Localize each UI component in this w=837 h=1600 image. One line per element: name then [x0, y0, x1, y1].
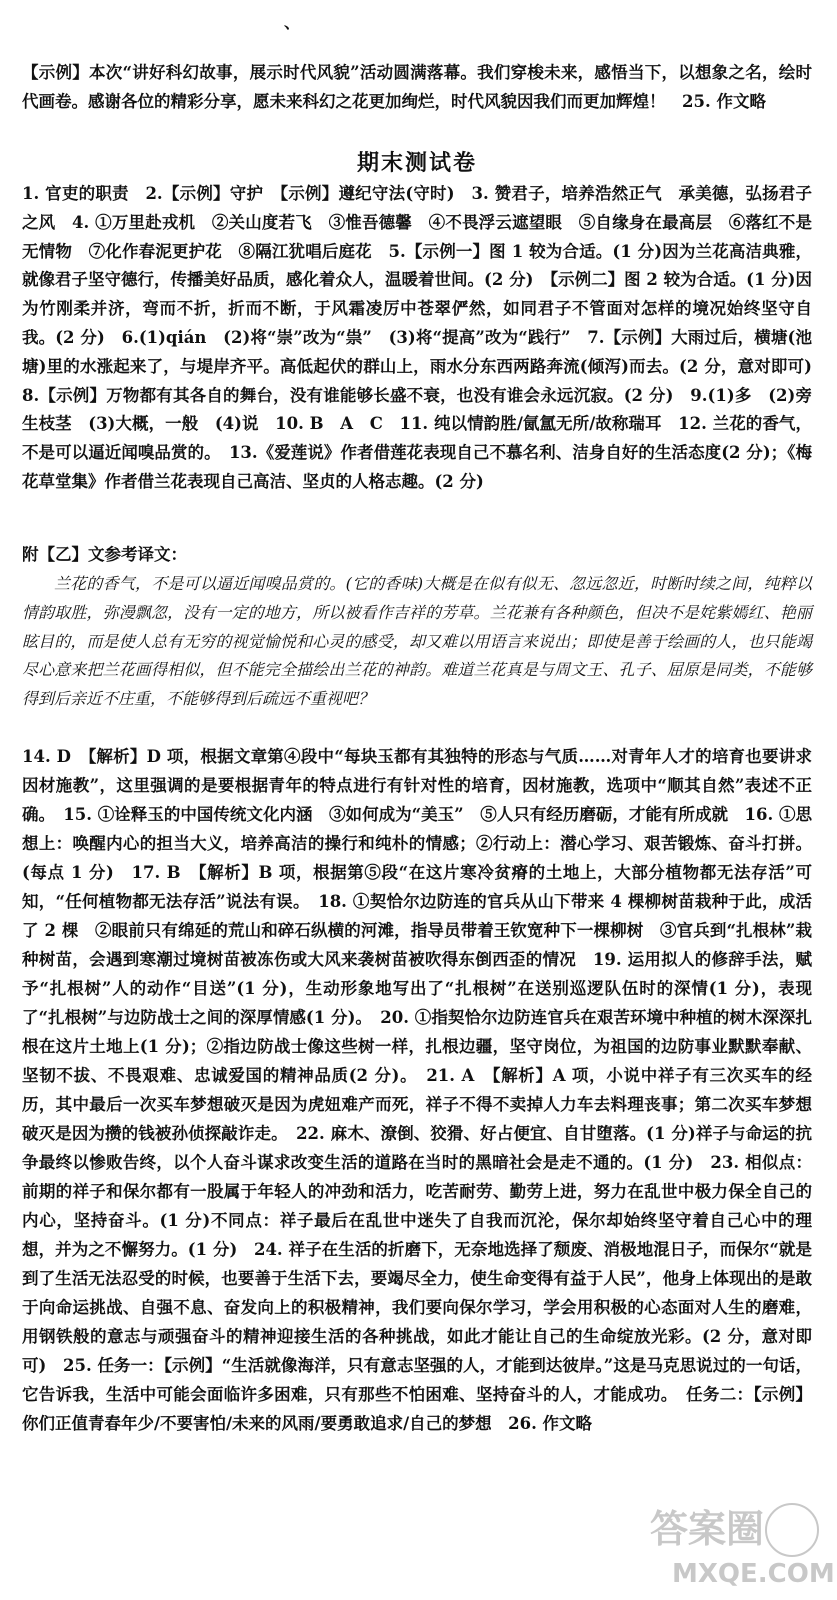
translation-paragraph: 兰花的香气，不是可以逼近闻嗅品赏的。(它的香味)大概是在似有似无、忽远忽近，时断时续之间，纯粹以情韵取胜，弥漫飘忽，没有一定的地方，所以被看作吉祥的芳草。兰花兼有各种颜色，但决不是姹紫嫣红、艳丽眩目的，而是使人总有无穷的视觉愉悦和心灵的感受，却又难以用语言来说出；即使是善于绘画的人，也只能竭尽心意来把兰花画得相似，但不能完全描绘出兰花的神韵。难道兰花真是与周文王、孔子、屈原是同类，不能够得到后亲近不庄重，不能够得到后疏远不重视吧？: [22, 574, 812, 709]
watermark-logo: [632, 1490, 837, 1590]
answers-part-1: 1. 官吏的职责 2.【示例】守护 【示例】遵纪守法(守时) 3. 赞君子，培养浩然正气 承美德，弘扬君子之风 4. ①万里赴戎机 ②关山度若飞 ③惟吾德馨 ④不畏浮云遮望眼 ⑤自缘身在最高层 ⑥落红不是无情物 ⑦化作春泥更护花 ⑧隔江犹唱后庭花 5.【示例一】图 1 较为合适。(1 分)因为兰花高洁典雅，就像君子坚守德行，传播美好品质，感化着众人，温暖着世间。(2 分) 【示例二】图 2 较为合适。(1 分)因为竹刚柔并济，弯而不折，折而不断，于风霜凌厉中苍翠俨然，如同君子不管面对怎样的境况始终坚守自我。(2 分) 6.(1)qián (2)将“崇”改为“祟” (3)将“提高”改为“践行” 7.【示例】大雨过后，横塘(池塘)里的水涨起来了，与堤岸齐平。高低起伏的群山上，雨水分东西两路奔流(倾泻)而去。(2 分，意对即可) 8.【示例】万物都有其各自的舞台，没有谁能够长盛不衰，也没有谁会永远沉寂。(2 分) 9.(1)多 (2)旁生枝茎 (3)大概，一般 (4)说 10. B A C 11. 纯以情韵胜/氤氲无所/故称瑞耳 12. 兰花的香气，不是可以逼近闻嗅品赏的。 13.《爱莲说》作者借莲花表现自己不慕名利、洁身自好的生活态度(2 分)；《梅花草堂集》作者借兰花表现自己高洁、坚贞的人格志趣。(2 分): [22, 184, 829, 491]
watermark-url-text: MXQE.COM: [672, 1559, 835, 1589]
answer-page: [22, 0, 835, 1600]
stray-mark: 、: [284, 13, 301, 32]
watermark-logo-text: 答案圈: [650, 1507, 765, 1551]
appendix-title: 附【乙】文参考译文：: [22, 545, 187, 564]
intro-paragraph: 【示例】本次“讲好科幻故事，展示时代风貌”活动圆满落幕。我们穿梭未来，感悟当下，以想象之名，绘时代画卷。感谢各位的精彩分享，愿未来科幻之花更加绚烂，时代风貌因我们而更加辉煌！ 25. 作文略: [22, 63, 812, 111]
answers-part-2: 14. D 【解析】D 项，根据文章第④段中“每块玉都有其独特的形态与气质……对青年人才的培育也要讲求因材施教”，这里强调的是要根据青年的特点进行有针对性的培育，因材施教，选项中“顺其自然”表述不正确。 15. ①诠释玉的中国传统文化内涵 ③如何成为“美玉” ⑤人只有经历磨砺，才能有所成就 16. ①思想上：唤醒内心的担当大义，培养高洁的操行和纯朴的情感；②行动上：潜心学习、艰苦锻炼、奋斗打拼。(每点 1 分) 17. B 【解析】B 项，根据第⑤段“在这片寒冷贫瘠的土地上，大部分植物都无法存活”可知，“任何植物都无法存活”说法有误。 18. ①契恰尔边防连的官兵从山下带来 4 棵柳树苗栽种于此，成活了 2 棵 ②眼前只有绵延的荒山和碎石纵横的河滩，指导员带着王钦宽种下一棵柳树 ③官兵到“扎根林”栽种树苗，会遇到寒潮过境树苗被冻伤或大风来袭树苗被吹得东倒西歪的情况 19. 运用拟人的修辞手法，赋予“扎根树”人的动作“目送”(1 分)，生动形象地写出了“扎根树”在送别巡逻队伍时的深情(1 分)，表现了“扎根树”与边防战士之间的深厚情感(1 分)。 20. ①指契恰尔边防连官兵在艰苦环境中种植的树木深深扎根在这片土地上(1 分)；②指边防战士像这些树一样，扎根边疆，坚守岗位，为祖国的边防事业默默奉献、坚韧不拔、不畏艰难、忠诚爱国的精神品质(2 分)。 21. A 【解析】A 项，小说中祥子有三次买车的经历，其中最后一次买车梦想破灭是因为虎妞难产而死，祥子不得不卖掉人力车去料理丧事；第二次买车梦想破灭是因为攒的钱被孙侦探敲诈走。 22. 麻木、潦倒、狡猾、好占便宜、自甘堕落。(1 分)祥子与命运的抗争最终以惨败告终，以个人奋斗谋求改变生活的道路在当时的黑暗社会是走不通的。(1 分) 23. 相似点：前期的祥子和保尔都有一股属于年轻人的冲劲和活力，吃苦耐劳、勤劳上进，努力在乱世中极力保全自己的内心，坚持奋斗。(1 分)不同点：祥子最后在乱世中迷失了自我而沉沦，保尔却始终坚守着自己心中的理想，并为之不懈努力。(1 分) 24. 祥子在生活的折磨下，无奈地选择了颓废、消极地混日子，而保尔“就是到了生活无法忍受的时候，也要善于生活下去，要竭尽全力，使生命变得有益于人民”，他身上体现出的是敢于向命运挑战、自强不息、奋发向上的积极精神，我们要向保尔学习，学会用积极的心态面对人生的磨难，用钢铁般的意志与顽强奋斗的精神迎接生活的各种挑战，如此才能让自己的生命绽放光彩。(2 分，意对即可) 25. 任务一：【示例】“生活就像海洋，只有意志坚强的人，才能到达彼岸。”这是马克思说过的一句话，它告诉我，生活中可能会面临许多困难，只有那些不怕困难、坚持奋斗的人，才能成功。 任务二：【示例】你们正值青春年少/不要害怕/未来的风雨/要勇敢追求/自己的梦想 26. 作文略: [22, 747, 812, 1433]
section-title: 期末测试卷: [356, 150, 477, 176]
